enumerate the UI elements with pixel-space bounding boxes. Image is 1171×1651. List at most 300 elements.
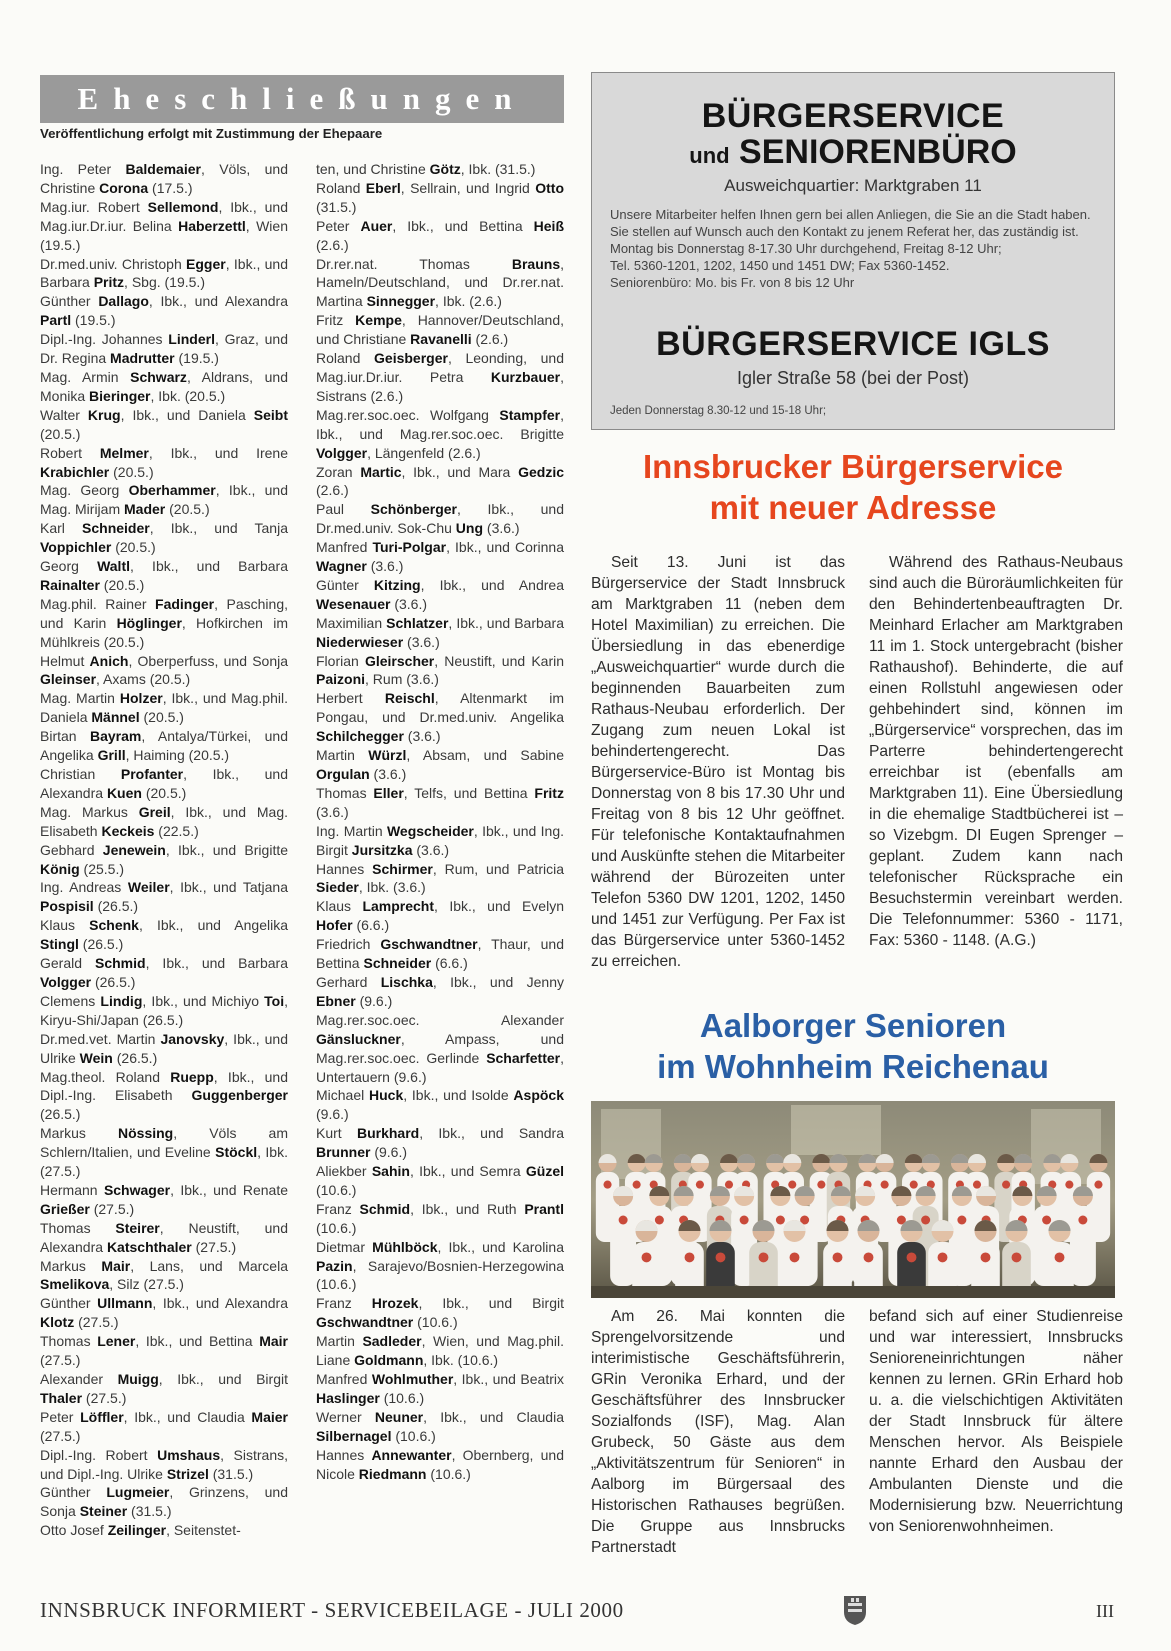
surname: König <box>40 860 80 877</box>
entry-text: , Ibk., und Beatrix <box>453 1371 565 1387</box>
entry-text: , Ibk., und Ruth <box>410 1200 525 1217</box>
surname: Götz <box>429 161 461 177</box>
entry-text: Mag.rer.soc.oec. Wolfgang <box>316 406 500 423</box>
marriage-entry <box>40 1370 288 1408</box>
surname: Schneider <box>363 955 432 972</box>
surname: Thaler <box>40 1389 83 1406</box>
marriage-entry <box>40 992 288 1030</box>
surname: Smelikova <box>40 1276 110 1293</box>
entry-text: Peter <box>40 1408 81 1425</box>
entry-text: Karl <box>40 520 83 537</box>
entry-text: Günter <box>316 576 374 593</box>
article2-headline-line-2: im Wohnheim Reichenau <box>657 1048 1049 1085</box>
marriage-entry <box>40 557 288 595</box>
surname: Anich <box>89 652 129 669</box>
entry-text: Dietmar <box>316 1238 373 1255</box>
marriage-entry <box>40 1219 288 1257</box>
marriage-entry <box>316 1294 564 1332</box>
entry-text: (27.5.) <box>89 1200 135 1217</box>
surname: Niederwieser <box>316 633 404 650</box>
entry-text: , Ibk., und Tanja <box>149 520 288 537</box>
entry-text: Helmut <box>40 652 90 669</box>
surname: Jursitzka <box>351 841 413 858</box>
entry-text: Martin <box>316 747 369 764</box>
marriage-entry <box>316 217 564 255</box>
surname: Wegscheider <box>386 822 474 839</box>
surname: Wagner <box>316 558 367 575</box>
entry-text: Manfred <box>316 1371 372 1387</box>
entry-text: , Ampass, und Mag.rer.soc.oec. Gerlinde <box>316 1030 564 1066</box>
entry-text: , Ibk., und Alexandra <box>40 766 289 801</box>
surname: Krug <box>87 406 121 423</box>
surname: Lindig <box>100 992 143 1009</box>
marriage-entry <box>316 784 564 822</box>
entry-text: (26.5.) <box>40 1106 81 1123</box>
photo-shirt-logo <box>655 1216 664 1225</box>
article2-text: Am 26. Mai konnten die Sprengelvorsitzende und interimistische Geschäftsführerin, GRin Veronika Erhard, und der Geschäftsführer des Innsbrucker Sozialfonds (ISF), Mag. Alan Grubeck, 50 Gäste aus dem „Aktivitätszentrum für Senioren“ in Aalborg im Bürgersaal des Historischen Rathauses begrüßen. Die Gruppe aus Innsbrucks Partnerstadt <box>591 1308 845 1556</box>
entry-text: Ing. Peter <box>40 161 126 177</box>
group-photo <box>591 1101 1115 1298</box>
surname: Steiner <box>79 1503 128 1520</box>
surname: Stöckl <box>215 1144 258 1161</box>
entry-text: Hannes <box>316 860 373 877</box>
entry-text: (10.6.) <box>413 1314 458 1331</box>
article-column-1 <box>591 552 845 972</box>
photo-shirt-logo <box>619 1216 628 1225</box>
entry-text: (3.6.) <box>483 520 520 537</box>
entry-text: , Ibk., und Barbara <box>130 558 288 575</box>
surname: Höglinger <box>116 614 182 631</box>
entry-text: Thomas <box>316 784 374 801</box>
surname: Toi <box>264 992 285 1009</box>
entry-text: , Hannover/Deutschland, und Christiane <box>316 312 565 348</box>
entry-text: Klaus <box>40 917 90 934</box>
photo-floor <box>591 1286 1115 1298</box>
entry-text: (25.5.) <box>79 860 125 877</box>
entry-text: Franz <box>316 1200 360 1217</box>
marriage-entry <box>40 916 288 954</box>
photo-shirt-logo <box>776 1216 785 1225</box>
entry-text: , Ibk., und Tatjana <box>169 879 288 896</box>
surname: Gedzic <box>518 463 564 480</box>
marriage-entry <box>40 255 288 293</box>
marriage-entry <box>316 935 564 973</box>
entry-text: (10.6.) <box>391 1427 436 1444</box>
surname: Goldmann <box>354 1352 424 1369</box>
surname: Keckeis <box>101 822 155 839</box>
surname: Janovsky <box>160 1030 225 1047</box>
photo-shirt-logo <box>881 1181 889 1189</box>
entry-text: (20.5.) <box>141 784 187 801</box>
surname: Weiler <box>127 879 170 896</box>
surname: Güzel <box>525 1163 564 1180</box>
infobox-title-connector: und <box>689 143 730 168</box>
photo-shirt-logo <box>1078 1216 1087 1225</box>
entry-text: , Ibk., und Dr.med.univ. Sok-Chu <box>316 501 564 537</box>
marriage-entry <box>316 1200 564 1238</box>
surname: Turi-Polgar <box>372 539 447 556</box>
entry-text: Robert <box>40 444 100 461</box>
surname: Baldemaier <box>125 161 201 177</box>
photo-shirt-logo <box>973 1181 981 1189</box>
marriage-entry <box>40 1294 288 1332</box>
surname: Pazin <box>316 1257 353 1274</box>
surname: Greil <box>138 803 171 820</box>
marriage-entry <box>316 1370 564 1408</box>
surname: Neuner <box>374 1408 424 1425</box>
entry-text: (27.5.) <box>82 1389 127 1406</box>
entry-text: Friedrich <box>316 936 381 953</box>
surname: Gschwandtner <box>380 936 478 953</box>
entry-text: (3.6.) <box>390 595 428 612</box>
entry-text: Mag. Georg <box>40 482 129 499</box>
entry-text: , Rum, und Patricia <box>432 860 564 877</box>
surname: Lener <box>97 1333 136 1350</box>
entry-text: (19.5.) <box>71 312 116 329</box>
entry-text: , Pasching, und Karin <box>40 595 288 631</box>
surname: Lugmeier <box>106 1484 170 1501</box>
entry-text: (3.6.) <box>403 728 441 745</box>
surname: Holzer <box>119 690 163 707</box>
entry-text: , Ibk. (2.6.) <box>435 293 502 310</box>
entry-text: (20.5.) <box>40 425 81 442</box>
entry-text: , Seitenstet- <box>166 1522 241 1539</box>
entry-text: , Ibk., und Isolde <box>403 1087 514 1104</box>
entry-text: Ing. Andreas <box>40 879 128 896</box>
marriage-entry <box>40 1446 288 1484</box>
entry-text: , Kiryu-Shi/Japan (26.5.) <box>40 992 288 1028</box>
infobox-title: BÜRGERSERVICE <box>701 97 1005 135</box>
entry-text: , Ibk. (10.6.) <box>423 1352 499 1369</box>
surname: Burkhard <box>356 1125 420 1142</box>
surname: Corona <box>99 179 149 196</box>
article2-column-2 <box>869 1306 1123 1537</box>
entry-text: Martin <box>316 1333 363 1350</box>
entry-text: (31.5.) <box>208 1465 254 1482</box>
surname: Schneider <box>82 520 150 537</box>
entry-text: Ing. Martin <box>316 822 387 839</box>
photo-shirt-logo <box>633 1181 641 1189</box>
entry-text: , Ibk., und Mag.iur.Dr.iur. Belina <box>40 198 288 234</box>
infobox-text-line: Tel. 5360-1201, 1202, 1450 und 1451 DW; Fax 5360-1452. <box>610 258 950 273</box>
article-text: Während des Rathaus-Neubaus sind auch die Büroräumlichkeiten für den Behindertenbeauftragten Dr. Meinhard Erlacher am Marktgraben 11 im 1. Stock untergebracht (bisher Rathaushof). Behinderte, die auf einen Rollstuhl angewiesen oder gehbehindert sind, können im „Bürgerservice“ vorsprechen, das im Parterre behindertengerecht erreichbar ist (ebenfalls am Marktgraben 11). Eine Übersiedlung in die ehemalige Stadtbücherei ist – so Vizebgm. DI Eugen Sprenger – geplant. Zudem kann nach telefonischer Rücksprache ein Besuchstermin vereinbart werden. Die Telefonnummer: 5360 - 1171, Fax: 5360 - 1148. (A.G.) <box>869 554 1123 949</box>
entry-text: Mag.theol. Roland <box>40 1068 171 1085</box>
entry-text: (3.6.) <box>369 766 407 782</box>
surname: Profanter <box>120 766 184 782</box>
marriage-entry <box>316 1408 564 1446</box>
entry-text: , Ibk., und Mara <box>401 463 519 480</box>
surname: Orgulan <box>316 766 370 782</box>
surname: Prantl <box>524 1200 564 1217</box>
entry-text: (20.5.) <box>111 539 156 556</box>
marriage-entry <box>40 292 288 330</box>
entry-text: Peter <box>316 217 361 234</box>
marriage-entry <box>316 1086 564 1124</box>
surname: Gschwandtner <box>316 1314 414 1331</box>
photo-shirt-logo <box>817 1181 825 1189</box>
entry-text: (10.6.) <box>316 1219 357 1236</box>
infobox-text-line: Seniorenbüro: Mo. bis Fr. von 8 bis 12 Uhr <box>610 275 855 290</box>
entry-text: , Leonding, und Mag.iur.Dr.iur. Petra <box>316 350 564 385</box>
marriage-entry <box>40 198 288 255</box>
entry-text: (27.5.) <box>40 1427 81 1444</box>
surname: Mair <box>259 1333 288 1350</box>
surname: Riedmann <box>358 1465 427 1482</box>
marriage-entry <box>316 1446 564 1484</box>
photo-shirt-logo <box>642 1252 652 1262</box>
entry-text: (2.6.) <box>471 331 509 348</box>
surname: Annewanter <box>371 1446 452 1463</box>
marriage-entry <box>40 727 288 765</box>
section-banner-eheschliessungen: Eheschließungen <box>40 75 564 123</box>
entry-text: , Ibk., und Birgit <box>418 1295 564 1312</box>
surname: Lamprecht <box>362 898 435 915</box>
entry-text: , Völs am Schlern/Italien, und Eveline <box>40 1125 288 1161</box>
entry-text: , Ibk., und Jenny <box>432 973 564 990</box>
entry-text: , Obernberg, und Nicole <box>316 1446 564 1482</box>
photo-shirt-logo <box>910 1181 918 1189</box>
entry-text: (6.6.) <box>352 917 390 934</box>
surname: Umshaus <box>157 1446 221 1463</box>
surname: Ung <box>455 520 484 537</box>
photo-shirt-logo <box>759 1252 769 1262</box>
surname: Gleinser <box>40 671 97 688</box>
infobox-title-igls: BÜRGERSERVICE IGLS <box>656 325 1050 363</box>
surname: Scharfetter <box>486 1049 561 1066</box>
photo-shirt-logo <box>1094 1181 1102 1189</box>
entry-text: Werner <box>316 1408 375 1425</box>
surname: Sinnegger <box>366 293 436 310</box>
entry-text: (2.6.) <box>316 236 349 253</box>
entry-text: Mag. Markus <box>40 803 139 820</box>
marriage-entry <box>40 444 288 482</box>
surname: Sieder <box>316 879 359 896</box>
photo-shirt-logo <box>1065 1181 1073 1189</box>
entry-text: , Ibk., und Sandra <box>419 1125 564 1142</box>
surname: Paizoni <box>316 671 366 688</box>
entry-text: Dipl.-Ing. Johannes <box>40 331 169 348</box>
entry-text: Maximilian <box>316 614 387 631</box>
article-headline: Innsbrucker Bürgerservice <box>642 448 1064 485</box>
surname: Schmid <box>359 1200 411 1217</box>
entry-text: , Ibk., und Mag. Mirijam <box>40 482 288 518</box>
entry-text: , Ibk., und Corinna <box>446 539 565 556</box>
entry-text: (2.6.) <box>316 482 349 499</box>
surname: Haberzettl <box>178 217 246 234</box>
marriage-entry <box>40 481 288 519</box>
entry-text: , Sistrans (2.6.) <box>316 368 564 404</box>
surname: Reischl <box>384 690 435 707</box>
photo-shirt-logo <box>981 1252 991 1262</box>
marriage-entry <box>40 1030 288 1068</box>
photo-shirt-logo <box>921 1216 930 1225</box>
surname: Brunner <box>316 1144 371 1161</box>
entry-text: Markus <box>40 1125 118 1142</box>
surname: Mair <box>101 1257 131 1274</box>
surname: Madrutter <box>110 350 175 367</box>
surname: Seibt <box>253 406 288 423</box>
entry-text: Otto Josef <box>40 1522 108 1539</box>
surname: Würzl <box>368 747 407 764</box>
infobox-hours-igls: Jeden Donnerstag 8.30-12 und 15-18 Uhr; <box>610 405 827 417</box>
entry-text: , Ibk., und Claudia <box>423 1408 564 1425</box>
entry-text: , Ibk., und Mag.rer.soc.oec. Brigitte <box>316 406 564 442</box>
entry-text: (31.5.) <box>127 1503 172 1520</box>
marriage-entry <box>316 614 564 652</box>
surname: Fritz <box>534 784 564 801</box>
entry-text: , Ibk., und Brigitte <box>165 841 289 858</box>
marriage-entry <box>316 311 564 349</box>
marriage-entry <box>316 179 564 217</box>
entry-text: , Ibk., und Bettina <box>392 217 534 234</box>
entry-text: , Aldrans, und Monika <box>40 368 288 404</box>
entry-text: , Ibk., und Alexandra <box>148 293 289 310</box>
entry-text: Mag.phil. Rainer <box>40 595 156 612</box>
marriage-entry <box>316 652 564 690</box>
entry-text: , Ibk., und Ulrike <box>40 1030 288 1066</box>
entry-text: , Ibk., und Mag. Elisabeth <box>40 803 288 839</box>
entry-text: , Grinzens, und Sonja <box>40 1484 289 1520</box>
article2-headline: Aalborger Senioren <box>699 1007 1007 1044</box>
surname: Sahin <box>371 1163 410 1180</box>
entry-text: Günther <box>40 1295 98 1312</box>
photo-shirt-logo <box>1042 1216 1051 1225</box>
surname: Schönberger <box>370 501 458 518</box>
entry-text: (10.6.) <box>426 1465 471 1482</box>
entry-text: , Ibk., und Irene <box>148 444 288 461</box>
entry-text: (27.5.) <box>191 1238 237 1255</box>
entry-text: , Hofkirchen im Mühlkreis (20.5.) <box>40 614 288 650</box>
surname: Martic <box>360 463 402 480</box>
marriage-list-column-2 <box>316 160 564 1483</box>
surname: Rainalter <box>40 576 100 593</box>
surname: Nössing <box>118 1125 174 1142</box>
surname: Sadleder <box>362 1333 422 1350</box>
marriage-entry <box>40 765 288 803</box>
surname: Haslinger <box>316 1389 380 1406</box>
entry-text: , Untertauern (9.6.) <box>316 1049 564 1085</box>
entry-text: , Ibk., und Daniela <box>120 406 254 423</box>
entry-text: Günther <box>40 293 99 310</box>
photo-shirt-logo <box>603 1181 611 1189</box>
marriage-entry <box>316 576 564 614</box>
entry-text: Walter <box>40 406 88 423</box>
infobox-text-line: Unsere Mitarbeiter helfen Ihnen gern bei allen Anliegen, die Sie an die Stadt haben. Sie stellen auf Wunsch auch den Kontakt zu jenem Referat her, das zuständig ist. <box>610 207 1091 239</box>
surname: Guggenberger <box>191 1087 288 1104</box>
marriage-entry <box>40 1257 288 1295</box>
entry-text: , Ibk., und Angelika <box>138 917 288 934</box>
entry-text: , Ibk., und Barbara <box>145 955 288 972</box>
article-column-2 <box>869 552 1123 951</box>
surname: Schwager <box>103 1181 171 1198</box>
surname: Zeilinger <box>107 1522 167 1539</box>
entry-text: (20.5.) <box>165 501 210 518</box>
entry-text: (19.5.) <box>174 350 219 367</box>
marriage-entry <box>316 1011 564 1087</box>
surname: Kitzing <box>373 576 421 593</box>
marriage-entry <box>40 803 288 841</box>
entry-text: , Haiming (20.5.) <box>125 747 230 764</box>
surname: Kurzbauer <box>490 368 561 385</box>
surname: Schenk <box>89 917 139 934</box>
photo-shirt-logo <box>1055 1252 1065 1262</box>
entry-text: Mag. Martin <box>40 690 120 707</box>
marriage-entry <box>40 841 288 879</box>
photo-shirt-logo <box>790 1252 800 1262</box>
photo-shirt-logo <box>696 1181 704 1189</box>
marriage-list-column-1 <box>40 160 288 1540</box>
surname: Kuen <box>106 784 142 801</box>
entry-text: , Silz (27.5.) <box>109 1276 184 1293</box>
marriage-entry <box>316 1332 564 1370</box>
photo-shirt-logo <box>740 1216 749 1225</box>
marriage-entry <box>316 897 564 935</box>
surname: Schilchegger <box>316 728 404 745</box>
entry-text: Roland <box>316 350 375 367</box>
entry-text: Roland <box>316 179 366 196</box>
marriage-entry <box>40 519 288 557</box>
entry-text: (26.5.) <box>93 898 139 915</box>
marriage-entry <box>316 463 564 501</box>
entry-text: Hannes <box>316 1446 372 1463</box>
entry-text: Günther <box>40 1484 107 1501</box>
entry-text: , Ibk. (27.5.) <box>40 1144 288 1180</box>
entry-text: , Thaur, und Bettina <box>316 936 564 972</box>
entry-text: Birtan <box>40 728 90 745</box>
surname: Wesenauer <box>316 595 391 612</box>
page-number: III <box>1096 1601 1114 1621</box>
surname: Eberl <box>365 179 401 196</box>
entry-text: , Ibk. (20.5.) <box>150 387 226 404</box>
entry-text: , Sbg. (19.5.) <box>124 274 205 291</box>
entry-text: , Neustift, und Alexandra <box>40 1219 288 1255</box>
surname: Strizel <box>166 1465 209 1482</box>
entry-text: , Ibk., und Barbara <box>40 255 289 291</box>
marriage-entry <box>316 689 564 746</box>
entry-text: (27.5.) <box>74 1314 119 1331</box>
page-footer: INNSBRUCK INFORMIERT - SERVICEBEILAGE - JULI 2000 <box>40 1598 624 1622</box>
entry-text: Dr.med.univ. Christoph <box>40 255 187 272</box>
surname: Volgger <box>316 444 368 461</box>
entry-text: (20.5.) <box>99 576 145 593</box>
city-coat-of-arms-icon <box>842 1594 868 1626</box>
entry-text: (6.6.) <box>431 955 468 972</box>
entry-text: , Lans, und Marcela <box>130 1257 288 1274</box>
entry-text: , Ibk., und Barbara <box>448 614 564 631</box>
entry-text: , Rum (3.6.) <box>365 671 439 688</box>
entry-text: , Wien, und Mag.phil. Liane <box>316 1333 564 1369</box>
entry-text: , Ibk., und Birgit <box>158 1371 288 1387</box>
entry-text: (22.5.) <box>154 822 199 839</box>
surname: Mühlböck <box>372 1238 438 1255</box>
entry-text: Aliekber <box>316 1163 372 1180</box>
marriage-entry <box>40 406 288 444</box>
surname: Krabichler <box>40 463 110 480</box>
entry-text: , Ibk., und Evelyn <box>434 898 564 915</box>
surname: Schwarz <box>130 368 187 385</box>
surname: Schirmer <box>372 860 433 877</box>
surname: Bieringer <box>89 387 151 404</box>
entry-text: , Ibk., und Ing. Birgit <box>316 822 564 858</box>
entry-text: (9.6.) <box>370 1144 408 1161</box>
photo-shirt-logo <box>685 1252 695 1262</box>
surname: Maier <box>251 1408 288 1425</box>
marriage-entry <box>40 878 288 916</box>
surname: Katschthaler <box>106 1238 192 1255</box>
entry-text: , Ibk. (31.5.) <box>460 161 536 177</box>
entry-text: , Axams (20.5.) <box>96 671 191 688</box>
surname: Stingl <box>40 936 79 953</box>
